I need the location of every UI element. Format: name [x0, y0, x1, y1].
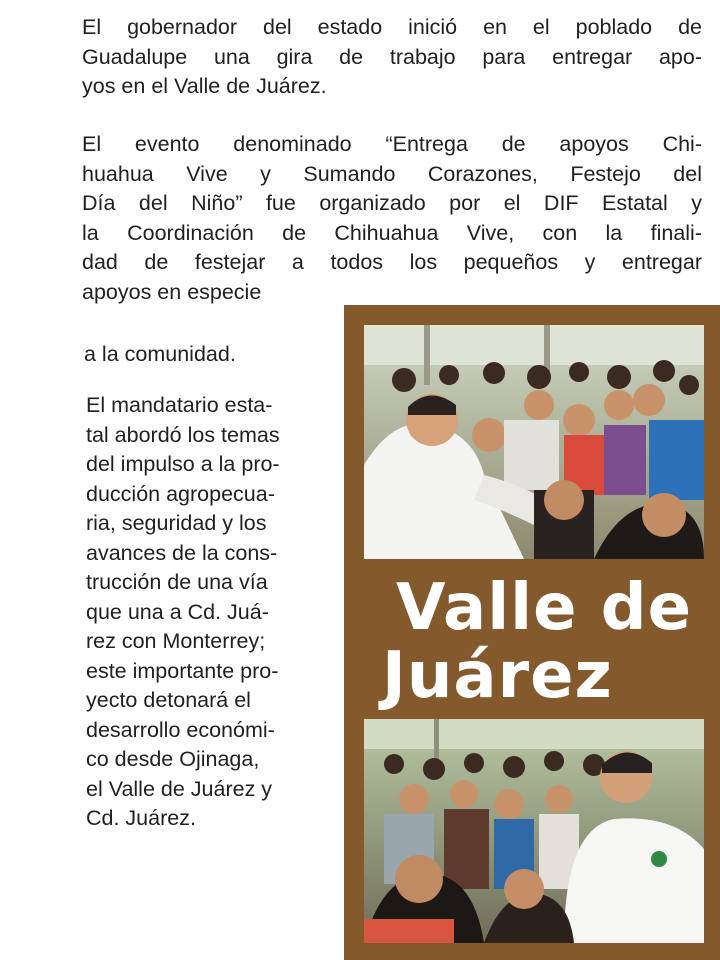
text-line: a la comunidad.: [84, 342, 236, 366]
text-line: yos en el Valle de Juárez.: [82, 74, 327, 98]
photo-illustration: [364, 719, 704, 943]
title-line-2: Juárez: [382, 639, 613, 713]
photo-governor-with-crowd: [364, 719, 704, 943]
text-line: este importante pro-: [86, 658, 279, 683]
text-line: Cd. Juárez.: [86, 806, 196, 830]
feature-title: [348, 568, 720, 718]
text-line: ria, seguridad y los: [86, 511, 267, 535]
text-line: dad de festejar a todos los pequeños y entregar: [82, 250, 702, 274]
text-line: desarrollo económi-: [86, 717, 275, 742]
article-paragraph-intro: [82, 13, 702, 102]
photo-illustration: [364, 325, 704, 559]
text-line: yecto detonará el: [86, 688, 251, 712]
title-line-1: Valle de: [396, 571, 692, 645]
text-line: del impulso a la pro-: [86, 452, 280, 476]
text-line: co desde Ojinaga,: [86, 747, 260, 771]
text-line: El gobernador del estado inició en el poblado de: [82, 15, 702, 39]
text-line: huahua Vive y Sumando Corazones, Festejo del: [82, 161, 702, 186]
text-line: apoyos en especie: [82, 279, 262, 304]
photo-governor-greeting-children: [364, 325, 704, 559]
article-paragraph-topics: [86, 391, 346, 834]
text-line: El mandatario esta-: [86, 393, 273, 417]
article-paragraph-event: [82, 130, 702, 307]
text-line: trucción de una vía: [86, 570, 268, 594]
text-line: avances de la cons-: [86, 540, 278, 565]
text-line: tal abordó los temas: [86, 422, 280, 447]
text-line: Día del Niño” fue organizado por el DIF Estatal y: [82, 191, 702, 215]
text-line: Guadalupe una gira de trabajo para entregar apo-: [82, 44, 702, 69]
text-line: rez con Monterrey;: [86, 629, 266, 653]
text-line: el Valle de Juárez y: [86, 776, 273, 801]
text-line: que una a Cd. Juá-: [86, 599, 269, 624]
text-line: ducción agropecua-: [86, 481, 275, 506]
article-paragraph-continuation: [84, 340, 344, 370]
text-line: la Coordinación de Chihuahua Vive, con la finali-: [82, 220, 702, 245]
text-line: El evento denominado “Entrega de apoyos Chi-: [82, 132, 702, 156]
